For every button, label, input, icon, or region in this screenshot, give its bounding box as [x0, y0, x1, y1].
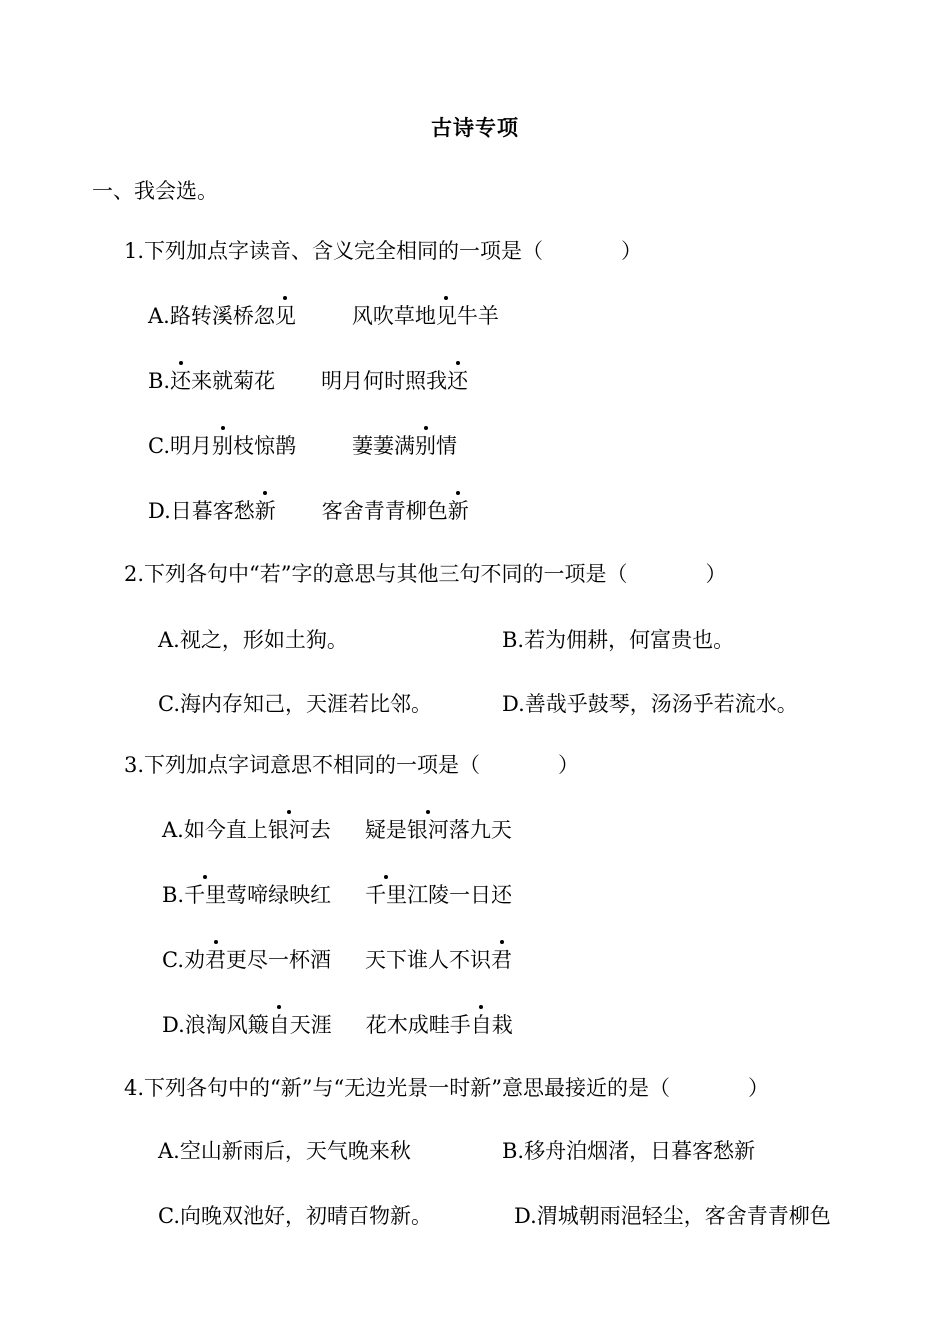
question-3-option-a: A.如今直上银河去 疑是银河落九天 — [162, 815, 512, 845]
question-4-option-d: D.渭城朝雨浥轻尘，客舍青青柳色 — [514, 1204, 831, 1228]
question-3-option-d: D.浪淘风簸自天涯 花木成畦手自栽 — [162, 1010, 513, 1040]
dotted-char: 君 — [491, 945, 512, 975]
question-2-option-b: B.若为佣耕，何富贵也。 — [502, 628, 735, 652]
question-2-option-d: D.善哉乎鼓琴，汤汤乎若流水。 — [502, 692, 798, 716]
dotted-char: 还 — [170, 366, 191, 396]
question-4-option-c: C.向晚双池好，初晴百物新。 — [158, 1204, 432, 1228]
dotted-char: 还 — [447, 366, 468, 396]
question-4-stem: 4.下列各句中的“新”与“无边光景一时新”意思最接近的是（ ） — [124, 1076, 769, 1100]
dotted-char: 银河 — [407, 815, 449, 845]
dotted-char: 自 — [471, 1010, 492, 1040]
dotted-char: 见 — [275, 301, 296, 331]
question-3-option-c: C.劝君更尽一杯酒 天下谁人不识君 — [162, 945, 512, 975]
question-3-option-b: B.千里莺啼绿映红 千里江陵一日还 — [162, 880, 512, 910]
dotted-char: 银河 — [268, 815, 310, 845]
question-1-stem: 1.下列加点字读音、含义完全相同的一项是（ ） — [124, 239, 643, 263]
dotted-char: 别 — [415, 431, 436, 461]
dotted-char: 千里 — [365, 880, 407, 910]
question-4-option-b: B.移舟泊烟渚，日暮客愁新 — [502, 1139, 756, 1163]
question-1-option-c: C.明月别枝惊鹊 萋萋满别情 — [148, 431, 457, 461]
question-2-option-c: C.海内存知己，天涯若比邻。 — [158, 692, 432, 716]
section-heading: 一、我会选。 — [92, 179, 218, 203]
question-4-option-a: A.空山新雨后，天气晚来秋 — [158, 1139, 411, 1163]
dotted-char: 见 — [436, 301, 457, 331]
dotted-char: 新 — [448, 496, 469, 526]
dotted-char: 自 — [269, 1010, 290, 1040]
question-3-stem: 3.下列加点字词意思不相同的一项是（ ） — [124, 753, 580, 777]
dotted-char: 新 — [255, 496, 276, 526]
question-1-option-d: D.日暮客愁新 客舍青青柳色新 — [148, 496, 469, 526]
question-1-option-a: A.路转溪桥忽见 风吹草地见牛羊 — [148, 301, 499, 331]
question-2-option-a: A.视之，形如土狗。 — [158, 628, 348, 652]
page-title: 古诗专项 — [431, 115, 519, 140]
dotted-char: 千里 — [184, 880, 226, 910]
dotted-char: 君 — [205, 945, 226, 975]
question-2-stem: 2.下列各句中“若”字的意思与其他三句不同的一项是（ ） — [124, 562, 727, 586]
question-1-option-b: B.还来就菊花 明月何时照我还 — [148, 366, 468, 396]
dotted-char: 别 — [212, 431, 233, 461]
